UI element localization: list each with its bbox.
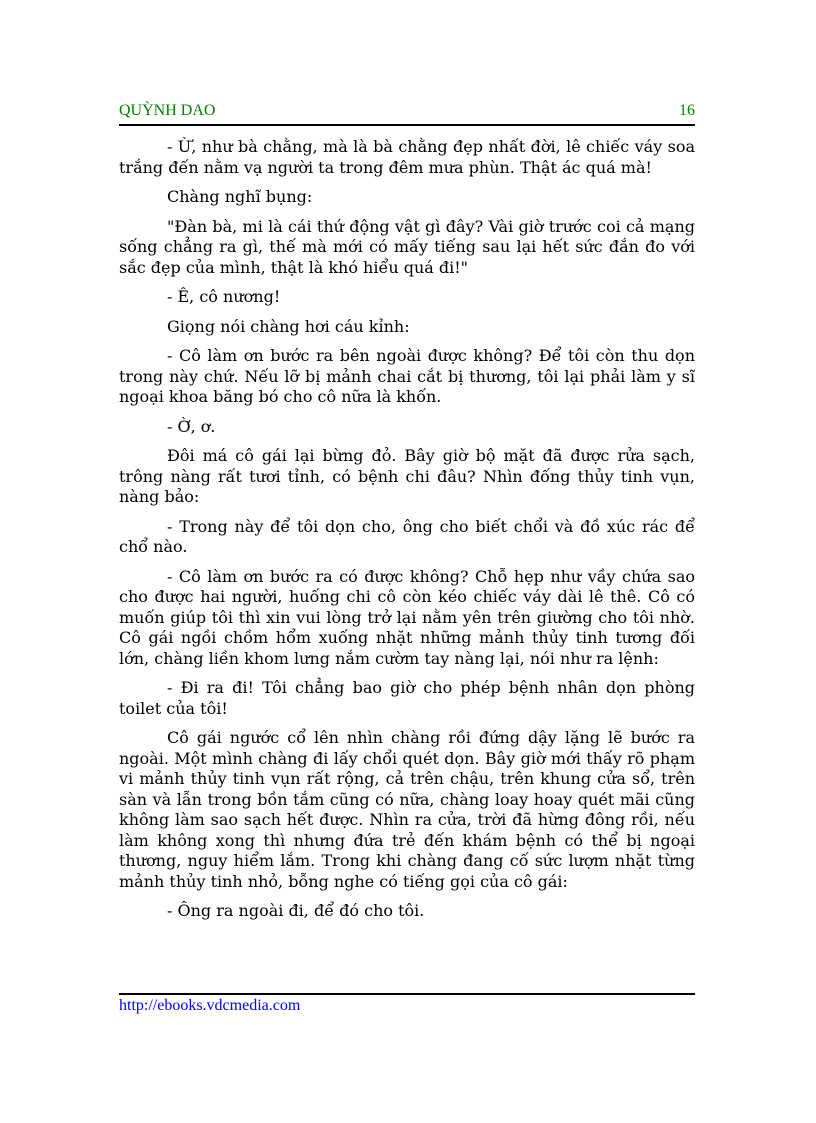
- author-name: QUỲNH DAO: [119, 102, 216, 119]
- paragraph: Cô gái ngước cổ lên nhìn chàng rồi đứng dậy lặng lẽ bước ra ngoài. Một mình chàng đi lấy chổi quét dọn. Bây giờ mới thấy rõ phạm vi mảnh thủy tinh vụn rất rộng, cả trên chậu, trên khung cửa sổ, trên sàn và lẫn trong bồn tắm cũng có nữa, chàng loay hoay quét mãi cũng không làm sao sạch hết được. Nhìn ra cửa, trời đã hừng đông rồi, nếu làm không xong thì nhưng đứa trẻ đến khám bệnh có thể bị ngoại thương, nguy hiểm lắm. Trong khi chàng đang cố sức lượm nhặt từng mảnh thủy tinh nhỏ, bỗng nghe có tiếng gọi của cô gái:: [119, 728, 695, 891]
- paragraph: - Ờ, ơ.: [167, 416, 216, 436]
- paragraph: - Trong này để tôi dọn cho, ông cho biết chổi và đồ xúc rác để chổ nào.: [119, 516, 695, 556]
- paragraph: Đôi má cô gái lại bừng đỏ. Bây giờ bộ mặt đã được rửa sạch, trông nàng rất tươi tỉnh, có bệnh chi đâu? Nhìn đống thủy tinh vụn, nàng bảo:: [119, 446, 695, 506]
- paragraph: - Đi ra đi! Tôi chẳng bao giờ cho phép bệnh nhân dọn phòng toilet của tôi!: [119, 678, 695, 718]
- paragraph: Chàng nghĩ bụng:: [167, 187, 313, 206]
- paragraph: - Ông ra ngoài đi, để đó cho tôi.: [167, 901, 425, 920]
- paragraph: - Cô làm ơn bước ra bên ngoài được không? Để tôi còn thu dọn trong này chứ. Nếu lỡ bị mảnh chai cắt bị thương, tôi lại phải làm y sĩ ngoại khoa băng bó cho cô nữa là khốn.: [119, 346, 695, 406]
- paragraph: "Đàn bà, mi là cái thứ động vật gì đây? Vài giờ trước coi cả mạng sống chẳng ra gì, thế mà mới có mấy tiếng sau lại hết sức đắn đo với sắc đẹp của mình, thật là khó hiểu quá đi!": [119, 216, 695, 277]
- footer-link[interactable]: http://ebooks.vdcmedia.com: [119, 997, 301, 1014]
- paragraph: - Cô làm ơn bước ra có được không? Chỗ hẹp như vầy chứa sao cho được hai người, huống chi cô còn kéo chiếc váy dài lê thê. Cô có muốn giúp tôi thì xin vui lòng trở lại nằm yên trên giường cho tôi nhờ. Cô gái ngồi chồm hổm xuống nhặt những mảnh thủy tinh tương đối lớn, chàng liền khom lưng nắm cườm tay nàng lại, nói như ra lệnh:: [119, 566, 695, 668]
- body-text: [119, 137, 695, 931]
- paragraph: - Ừ, như bà chằng, mà là bà chằng đẹp nhất đời, lê chiếc váy soa trắng đến nằm vạ người ta trong đêm mưa phùn. Thật ác quá mà!: [119, 137, 695, 177]
- paragraph: Giọng nói chàng hơi cáu kỉnh:: [167, 316, 410, 336]
- header-divider: [119, 124, 695, 126]
- page-number: 16: [679, 102, 695, 119]
- paragraph: - Ê, cô nương!: [167, 287, 281, 306]
- footer-divider: [119, 993, 695, 995]
- page-header: [119, 100, 695, 124]
